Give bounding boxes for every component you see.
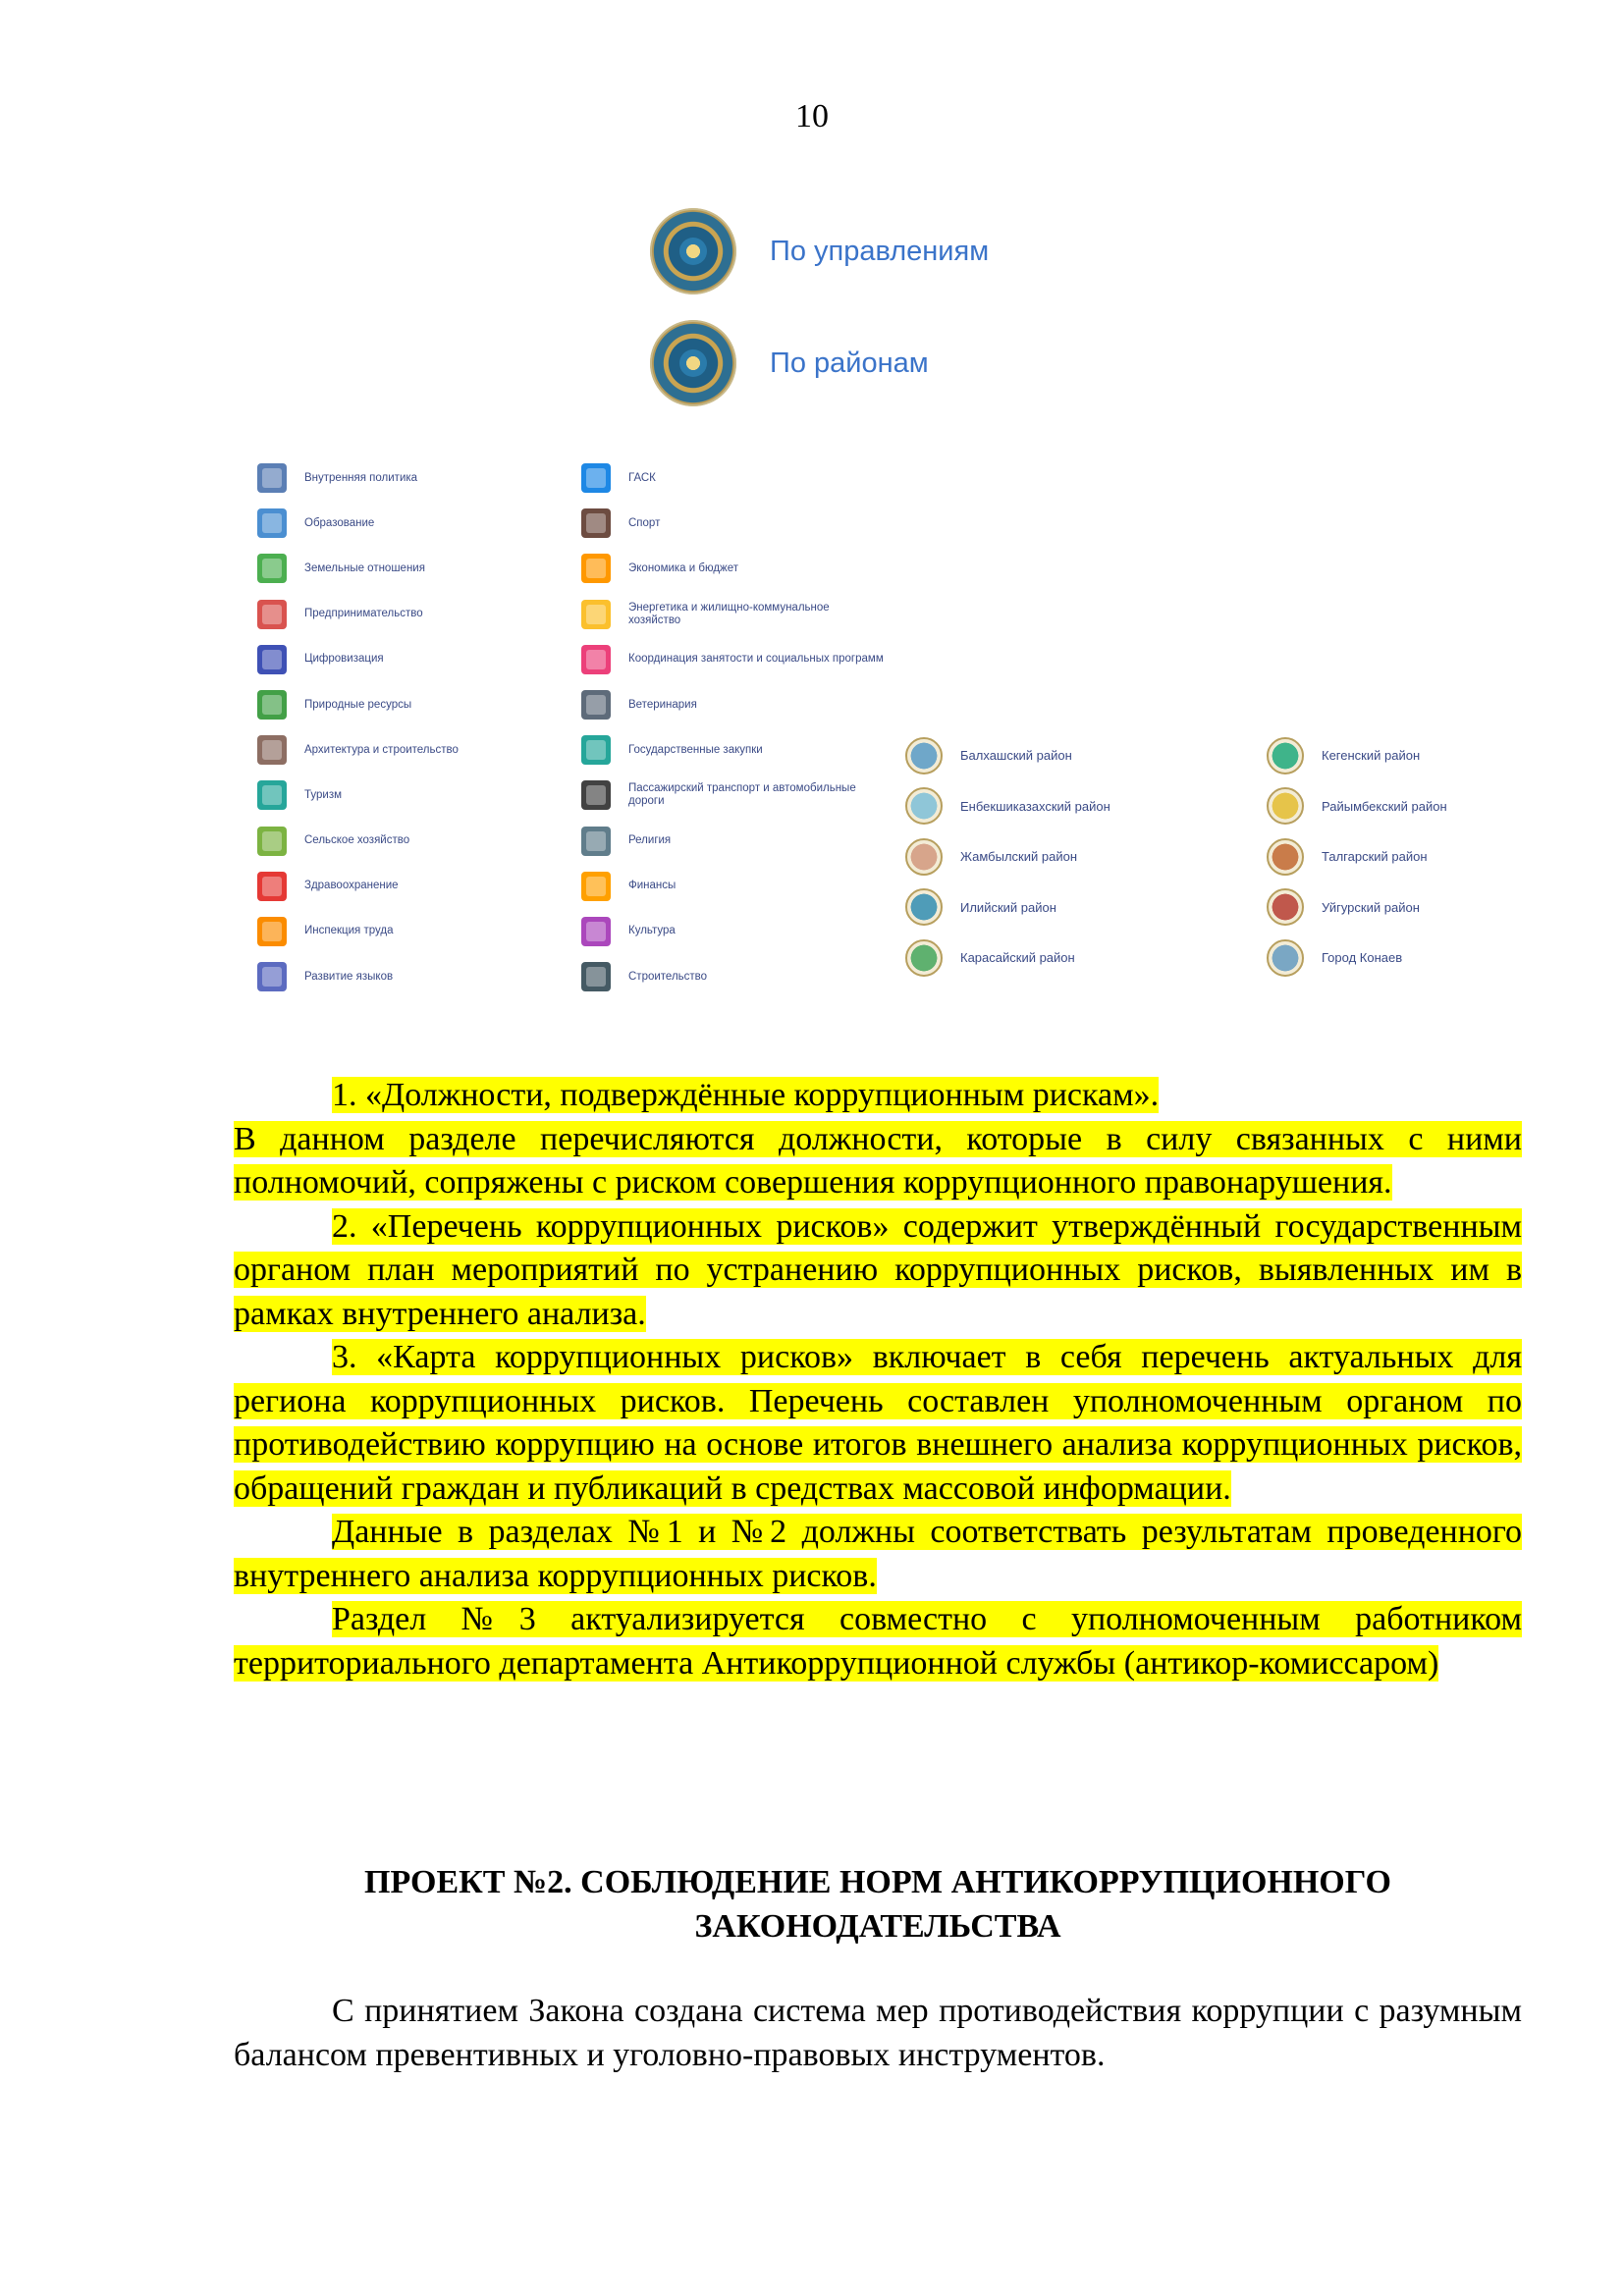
religion-icon [581, 827, 611, 856]
department-label: Координация занятости и социальных программ [628, 653, 884, 666]
district-emblem-icon [1267, 939, 1304, 977]
agriculture-icon [257, 827, 287, 856]
worker-inspection-icon [257, 917, 287, 946]
district-item[interactable] [1267, 730, 1581, 781]
district-emblem-icon [905, 838, 943, 876]
department-label: Спорт [628, 516, 661, 529]
district-label: Город Конаев [1322, 950, 1403, 966]
departments-column-b [581, 455, 884, 999]
district-item[interactable] [905, 730, 1219, 781]
road-icon [581, 780, 611, 810]
department-label: Цифровизация [304, 653, 384, 666]
department-item[interactable] [257, 864, 459, 909]
social-heart-icon [581, 645, 611, 674]
architecture-icon [257, 735, 287, 765]
department-label: Экономика и бюджет [628, 561, 739, 574]
district-label: Талгарский район [1322, 849, 1428, 865]
department-item[interactable] [581, 864, 884, 909]
businessman-icon [257, 600, 287, 629]
department-item[interactable] [257, 727, 459, 773]
department-item[interactable] [257, 637, 459, 682]
emblem-icon [650, 320, 736, 406]
district-label: Жамбылский район [960, 849, 1077, 865]
department-item[interactable] [581, 773, 884, 818]
district-item[interactable] [905, 882, 1219, 934]
district-item[interactable] [905, 781, 1219, 832]
top-navigation [650, 206, 1062, 430]
district-item[interactable] [1267, 933, 1581, 984]
district-emblem-icon [1267, 838, 1304, 876]
department-label: Строительство [628, 970, 708, 983]
department-label: Финансы [628, 880, 677, 892]
district-label: Илийский район [960, 899, 1056, 915]
departments-panel [257, 455, 1534, 1005]
budget-calculator-icon [581, 554, 611, 583]
department-item[interactable] [257, 954, 459, 999]
first-aid-kit-icon [257, 872, 287, 901]
finance-chart-icon [581, 872, 611, 901]
department-item[interactable] [257, 819, 459, 864]
nav-label: По управлениям [770, 235, 990, 267]
district-emblem-icon [905, 737, 943, 774]
body-text [234, 1074, 1522, 1685]
department-item[interactable] [257, 682, 459, 727]
department-label: Религия [628, 834, 672, 847]
department-label: Внутренняя политика [304, 471, 418, 484]
land-layers-icon [257, 554, 287, 583]
department-label: Земельные отношения [304, 561, 425, 574]
department-label: Культура [628, 925, 676, 937]
department-label: Пассажирский транспорт и автомобильные дороги [628, 782, 856, 808]
paragraph-4: Данные в разделах №1 и №2 должны соответствать результатам проведенного внутреннего анализа коррупционных рисков. [234, 1514, 1522, 1594]
department-item[interactable] [581, 501, 884, 546]
department-item[interactable] [581, 909, 884, 954]
department-item[interactable] [581, 682, 884, 727]
dictionary-icon [257, 962, 287, 991]
nav-by-departments[interactable] [650, 206, 1062, 296]
crane-icon [581, 962, 611, 991]
department-item[interactable] [257, 909, 459, 954]
department-label: Предпринимательство [304, 608, 423, 620]
heading-line-1: ПРОЕКТ №2. СОБЛЮДЕНИЕ НОРМ АНТИКОРРУПЦИОННОГО [364, 1864, 1391, 1900]
department-item[interactable] [581, 954, 884, 999]
department-label: Здравоохранение [304, 880, 399, 892]
section-heading [234, 1860, 1522, 1949]
government-building-icon [257, 463, 287, 493]
district-item[interactable] [1267, 882, 1581, 934]
district-label: Райымбекский район [1322, 798, 1447, 814]
district-emblem-icon [905, 939, 943, 977]
district-item[interactable] [905, 831, 1219, 882]
department-item[interactable] [581, 592, 884, 637]
department-item[interactable] [581, 546, 884, 591]
district-emblem-icon [905, 888, 943, 926]
department-item[interactable] [581, 637, 884, 682]
nav-by-districts[interactable] [650, 318, 1062, 408]
department-label: Энергетика и жилищно-коммунальное хозяйство [628, 601, 830, 626]
department-item[interactable] [581, 727, 884, 773]
district-label: Карасайский район [960, 950, 1075, 966]
department-item[interactable] [257, 546, 459, 591]
mountains-icon [257, 690, 287, 720]
department-label: ГАСК [628, 471, 656, 484]
blueprint-icon [581, 463, 611, 493]
sport-icon [581, 508, 611, 538]
district-emblem-icon [905, 787, 943, 825]
department-label: Туризм [304, 788, 342, 801]
district-emblem-icon [1267, 737, 1304, 774]
heading-line-2: ЗАКОНОДАТЕЛЬСТВА [694, 1908, 1061, 1945]
department-label: Инспекция труда [304, 925, 394, 937]
nav-label: По районам [770, 347, 929, 379]
emblem-icon [650, 208, 736, 294]
department-label: Ветеринария [628, 698, 697, 711]
paragraph-1-text: В данном разделе перечисляются должности, которые в силу связанных с ними полномочий, сопряжены с риском совершения коррупционного правонарушения. [234, 1120, 1522, 1201]
departments-column-a [257, 455, 459, 999]
final-paragraph: С принятием Закона создана система мер противодействия коррупции с разумным балансом превентивных и уголовно-правовых инструментов. [234, 1993, 1522, 2073]
department-item[interactable] [257, 592, 459, 637]
veterinary-icon [581, 690, 611, 720]
department-item[interactable] [257, 773, 459, 818]
paragraph-2: 2. «Перечень коррупционных рисков» содержит утверждённый государственным органом план мероприятий по устранению коррупционных рисков, выявленных им в рамках внутреннего анализа. [234, 1207, 1522, 1332]
shopping-cart-icon [581, 735, 611, 765]
digital-gear-icon [257, 645, 287, 674]
tourism-icon [257, 780, 287, 810]
department-label: Сельское хозяйство [304, 834, 410, 847]
housing-utilities-icon [581, 600, 611, 629]
department-label: Государственные закупки [628, 743, 763, 756]
department-label: Природные ресурсы [304, 698, 412, 711]
paragraph-1-title: 1. «Должности, подверждённые коррупционным рискам». [332, 1077, 1160, 1113]
district-label: Енбекшиказахский район [960, 798, 1110, 814]
district-item[interactable] [905, 933, 1219, 984]
department-item[interactable] [581, 455, 884, 501]
department-item[interactable] [257, 455, 459, 501]
department-label: Развитие языков [304, 970, 394, 983]
department-label: Образование [304, 516, 375, 529]
page-number: 10 [795, 98, 829, 134]
theatre-masks-icon [581, 917, 611, 946]
district-emblem-icon [1267, 787, 1304, 825]
district-label: Балхашский район [960, 748, 1072, 764]
department-item[interactable] [581, 819, 884, 864]
paragraph-3: 3. «Карта коррупционных рисков» включает в себя перечень актуальных для региона коррупционных рисков. Перечень составлен уполномоченным органом по противодействию коррупцию на основе итогов внешнего анализа коррупционных рисков, обращений граждан и публикаций в средствах массовой информации. [234, 1339, 1522, 1507]
district-item[interactable] [1267, 781, 1581, 832]
department-item[interactable] [257, 501, 459, 546]
department-label: Архитектура и строительство [304, 743, 459, 756]
district-emblem-icon [1267, 888, 1304, 926]
districts-column-1 [905, 730, 1219, 984]
districts-column-2 [1267, 730, 1581, 984]
book-reader-icon [257, 508, 287, 538]
district-label: Кегенский район [1322, 748, 1421, 764]
district-label: Уйгурский район [1322, 899, 1420, 915]
district-item[interactable] [1267, 831, 1581, 882]
paragraph-5: Раздел №3 актуализируется совместно с уполномоченным работником территориального департамента Антикоррупционной службы (антикор-комиссаром) [234, 1601, 1522, 1682]
